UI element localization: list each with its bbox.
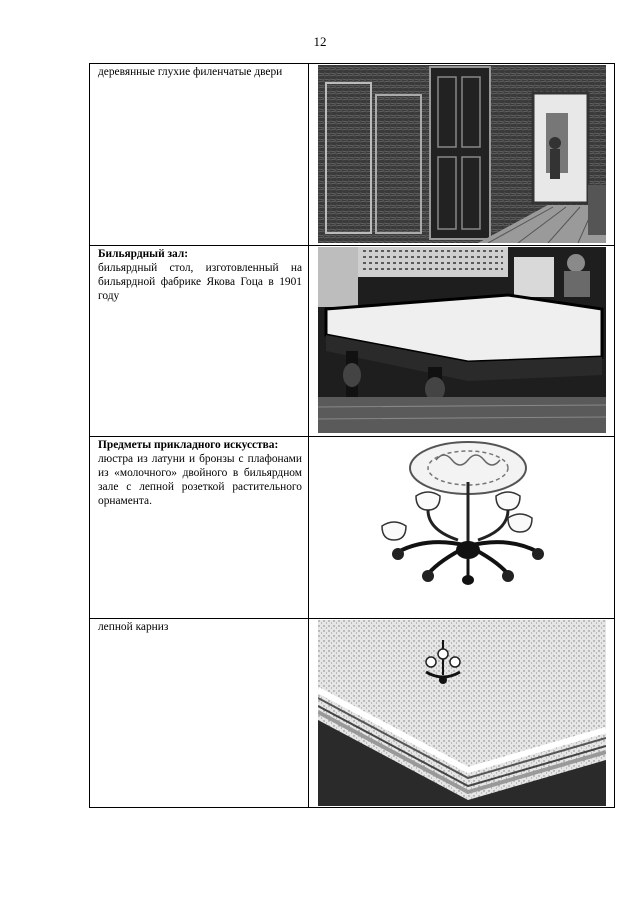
photo-cell (309, 246, 615, 437)
description-cell (90, 64, 309, 246)
table-row (90, 619, 615, 808)
row-heading: Предметы прикладного искусства: (98, 439, 279, 451)
document-table (89, 63, 615, 808)
row-description: бильярдный стол, изготовленный на бильярдной фабрике Якова Гоца в 1901 году (98, 262, 302, 302)
cornice-photo (318, 620, 606, 806)
wooden-doors-photo (318, 65, 606, 243)
photo-cell (309, 619, 615, 808)
photo-cell (309, 64, 615, 246)
page-number: 12 (313, 34, 327, 49)
description-cell (90, 619, 309, 808)
row-description: деревянные глухие филенчатые двери (98, 66, 283, 78)
row-description: люстра из латуни и бронзы с плафонами из «молочного» двойного в бильярдном зале с лепной розеткой растительного орнамента. (98, 453, 302, 507)
photo-cell (309, 437, 615, 619)
row-heading: Бильярдный зал: (98, 248, 189, 260)
description-cell (90, 437, 309, 619)
description-cell (90, 246, 309, 437)
chandelier-photo (318, 438, 606, 614)
row-description: лепной карниз (98, 621, 169, 633)
table-row (90, 437, 615, 619)
table-row (90, 64, 615, 246)
billiard-table-photo (318, 247, 606, 433)
table-row (90, 246, 615, 437)
